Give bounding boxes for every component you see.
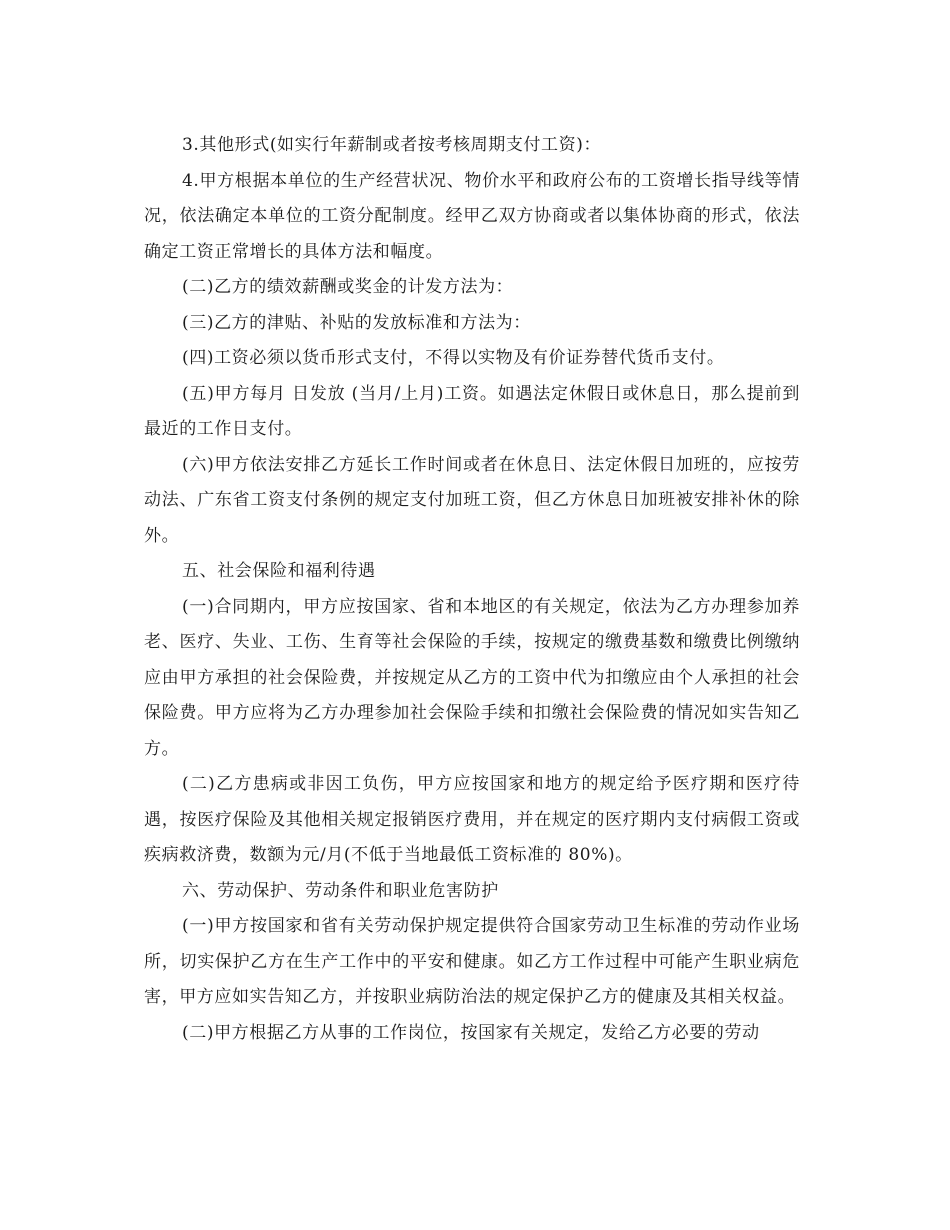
paragraph-sick-leave: (二)乙方患病或非因工负伤，甲方应按国家和地方的规定给予医疗期和医疗待遇，按医疗保险及其他相关规定报销医疗费用，并在规定的医疗期内支付病假工资或疾病救济费，数额为元/月(不低于当地最低工资标准的 80%)。 (144, 774, 800, 865)
paragraph-pay-date: (五)甲方每月 日发放 (当月/上月)工资。如遇法定休假日或休息日，那么提前到最近的工作日支付。 (144, 383, 800, 439)
paragraph-4-wage-system: 4.甲方根据本单位的生产经营状况、物价水平和政府公布的工资增长指导线等情况，依法确定本单位的工资分配制度。经甲乙双方协商或者以集体协商的形式，依法确定工资正常增长的具体方法和幅度。 (144, 170, 800, 262)
section-heading-labor-protection: 六、劳动保护、劳动条件和职业危害防护 (182, 880, 499, 901)
section-heading-social-insurance: 五、社会保险和福利待遇 (182, 561, 376, 581)
paragraph-insurance-enrollment: (一)合同期内，甲方应按国家、省和本地区的有关规定，依法为乙方办理参加养老、医疗、失业、工伤、生育等社会保险的手续，按规定的缴费基数和缴费比例缴纳应由甲方承担的社会保险费，并按规定从乙方的工资中代为扣缴应由个人承担的社会保险费。甲方应将为乙方办理参加社会保险手续和扣缴社会保险费的情况如实告知乙方。 (144, 596, 800, 759)
paragraph-workplace-safety: (一)甲方按国家和省有关劳动保护规定提供符合国家劳动卫生标准的劳动作业场所，切实保护乙方在生产工作中的平安和健康。如乙方工作过程中可能产生职业病危害，甲方应如实告知乙方，并按职业病防治法的规定保护乙方的健康及其相关权益。 (144, 916, 800, 1007)
paragraph-currency-payment: (四)工资必须以货币形式支付，不得以实物及有价证券替代货币支付。 (182, 348, 725, 368)
paragraph-3-other-forms: 3.其他形式(如实行年薪制或者按考核周期支付工资)： (182, 135, 602, 155)
paragraph-allowances: (三)乙方的津贴、补贴的发放标准和方法为： (182, 312, 531, 333)
paragraph-overtime: (六)甲方依法安排乙方延长工作时间或者在休息日、法定休假日加班的，应按劳动法、广东省工资支付条例的规定支付加班工资，但乙方休息日加班被安排补休的除外。 (144, 454, 800, 546)
paragraph-protective-equipment: (二)甲方根据乙方从事的工作岗位，按国家有关规定，发给乙方必要的劳动 (182, 1022, 760, 1043)
paragraph-performance-pay: (二)乙方的绩效薪酬或奖金的计发方法为： (182, 277, 514, 297)
